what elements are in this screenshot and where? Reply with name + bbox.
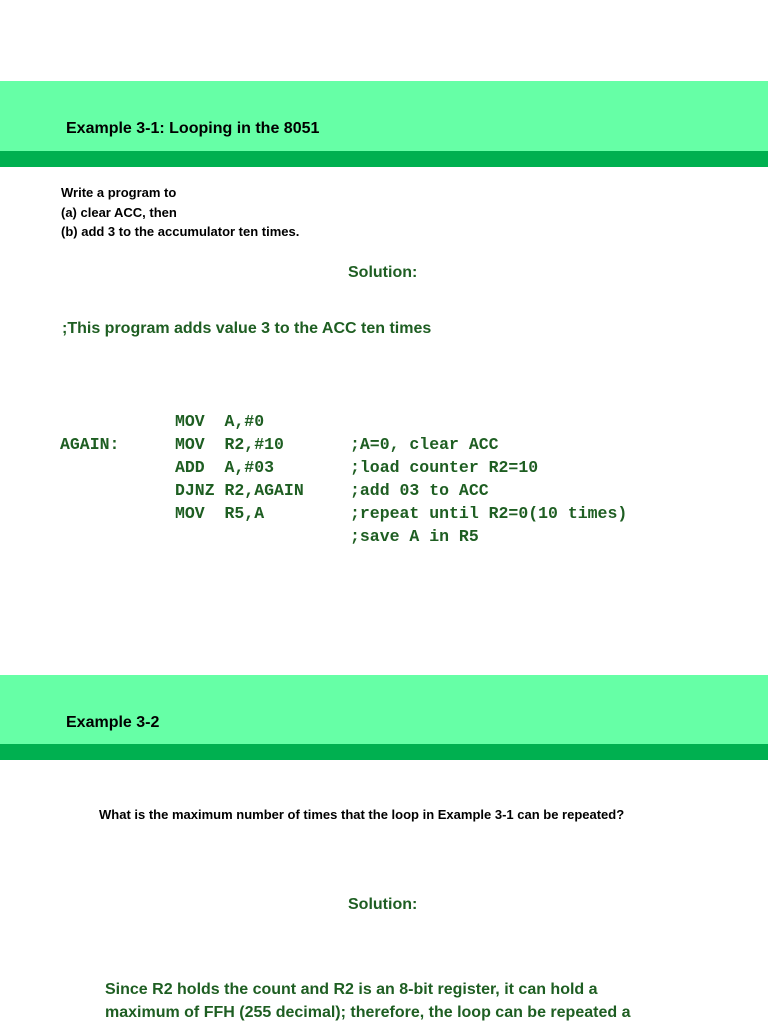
code-instruction: MOV R5,A <box>175 504 265 523</box>
problem-line: Write a program to <box>61 185 177 200</box>
code-instruction: MOV A,#0 <box>175 412 265 431</box>
code-comment: ;load counter R2=10 <box>350 458 539 477</box>
code-instruction: MOV R2,#10 <box>175 435 284 454</box>
slide1-title-banner <box>0 81 768 167</box>
slide1-title: Example 3-1: Looping in the 8051 <box>66 120 320 137</box>
answer-line: Since R2 holds the count and R2 is an 8-bit register, it can hold a <box>105 981 598 998</box>
program-comment: ;This program adds value 3 to the ACC ten times <box>62 320 432 337</box>
slide2-title: Example 3-2 <box>66 714 160 731</box>
answer-line: maximum of FFH (255 decimal); therefore, the loop can be repeated a <box>105 1004 631 1021</box>
slide1-title-underline <box>0 151 768 167</box>
slide1-problem-statement <box>61 183 299 242</box>
slide2-title-banner <box>0 675 768 760</box>
code-comment: ;save A in R5 <box>350 527 479 546</box>
problem-line: (a) clear ACC, then <box>61 204 177 220</box>
assembly-code-block <box>60 364 628 546</box>
code-comment: ;repeat until R2=0(10 times) <box>350 504 628 523</box>
code-label: AGAIN: <box>60 435 120 454</box>
problem-line: (b) add 3 to the accumulator ten times. <box>61 224 300 239</box>
code-instruction: ADD A,#03 <box>175 458 275 477</box>
code-comment: ;A=0, clear ACC <box>350 435 499 454</box>
slide2-question: What is the maximum number of times that the loop in Example 3-1 can be repeated? <box>99 807 625 822</box>
code-instruction: DJNZ R2,AGAIN <box>175 481 304 500</box>
code-comment: ;add 03 to ACC <box>350 481 489 500</box>
slide2-title-underline <box>0 744 768 760</box>
slide2-solution-label: Solution: <box>348 896 418 913</box>
slide1-solution-label: Solution: <box>348 264 418 281</box>
slide2-answer <box>105 978 685 1024</box>
